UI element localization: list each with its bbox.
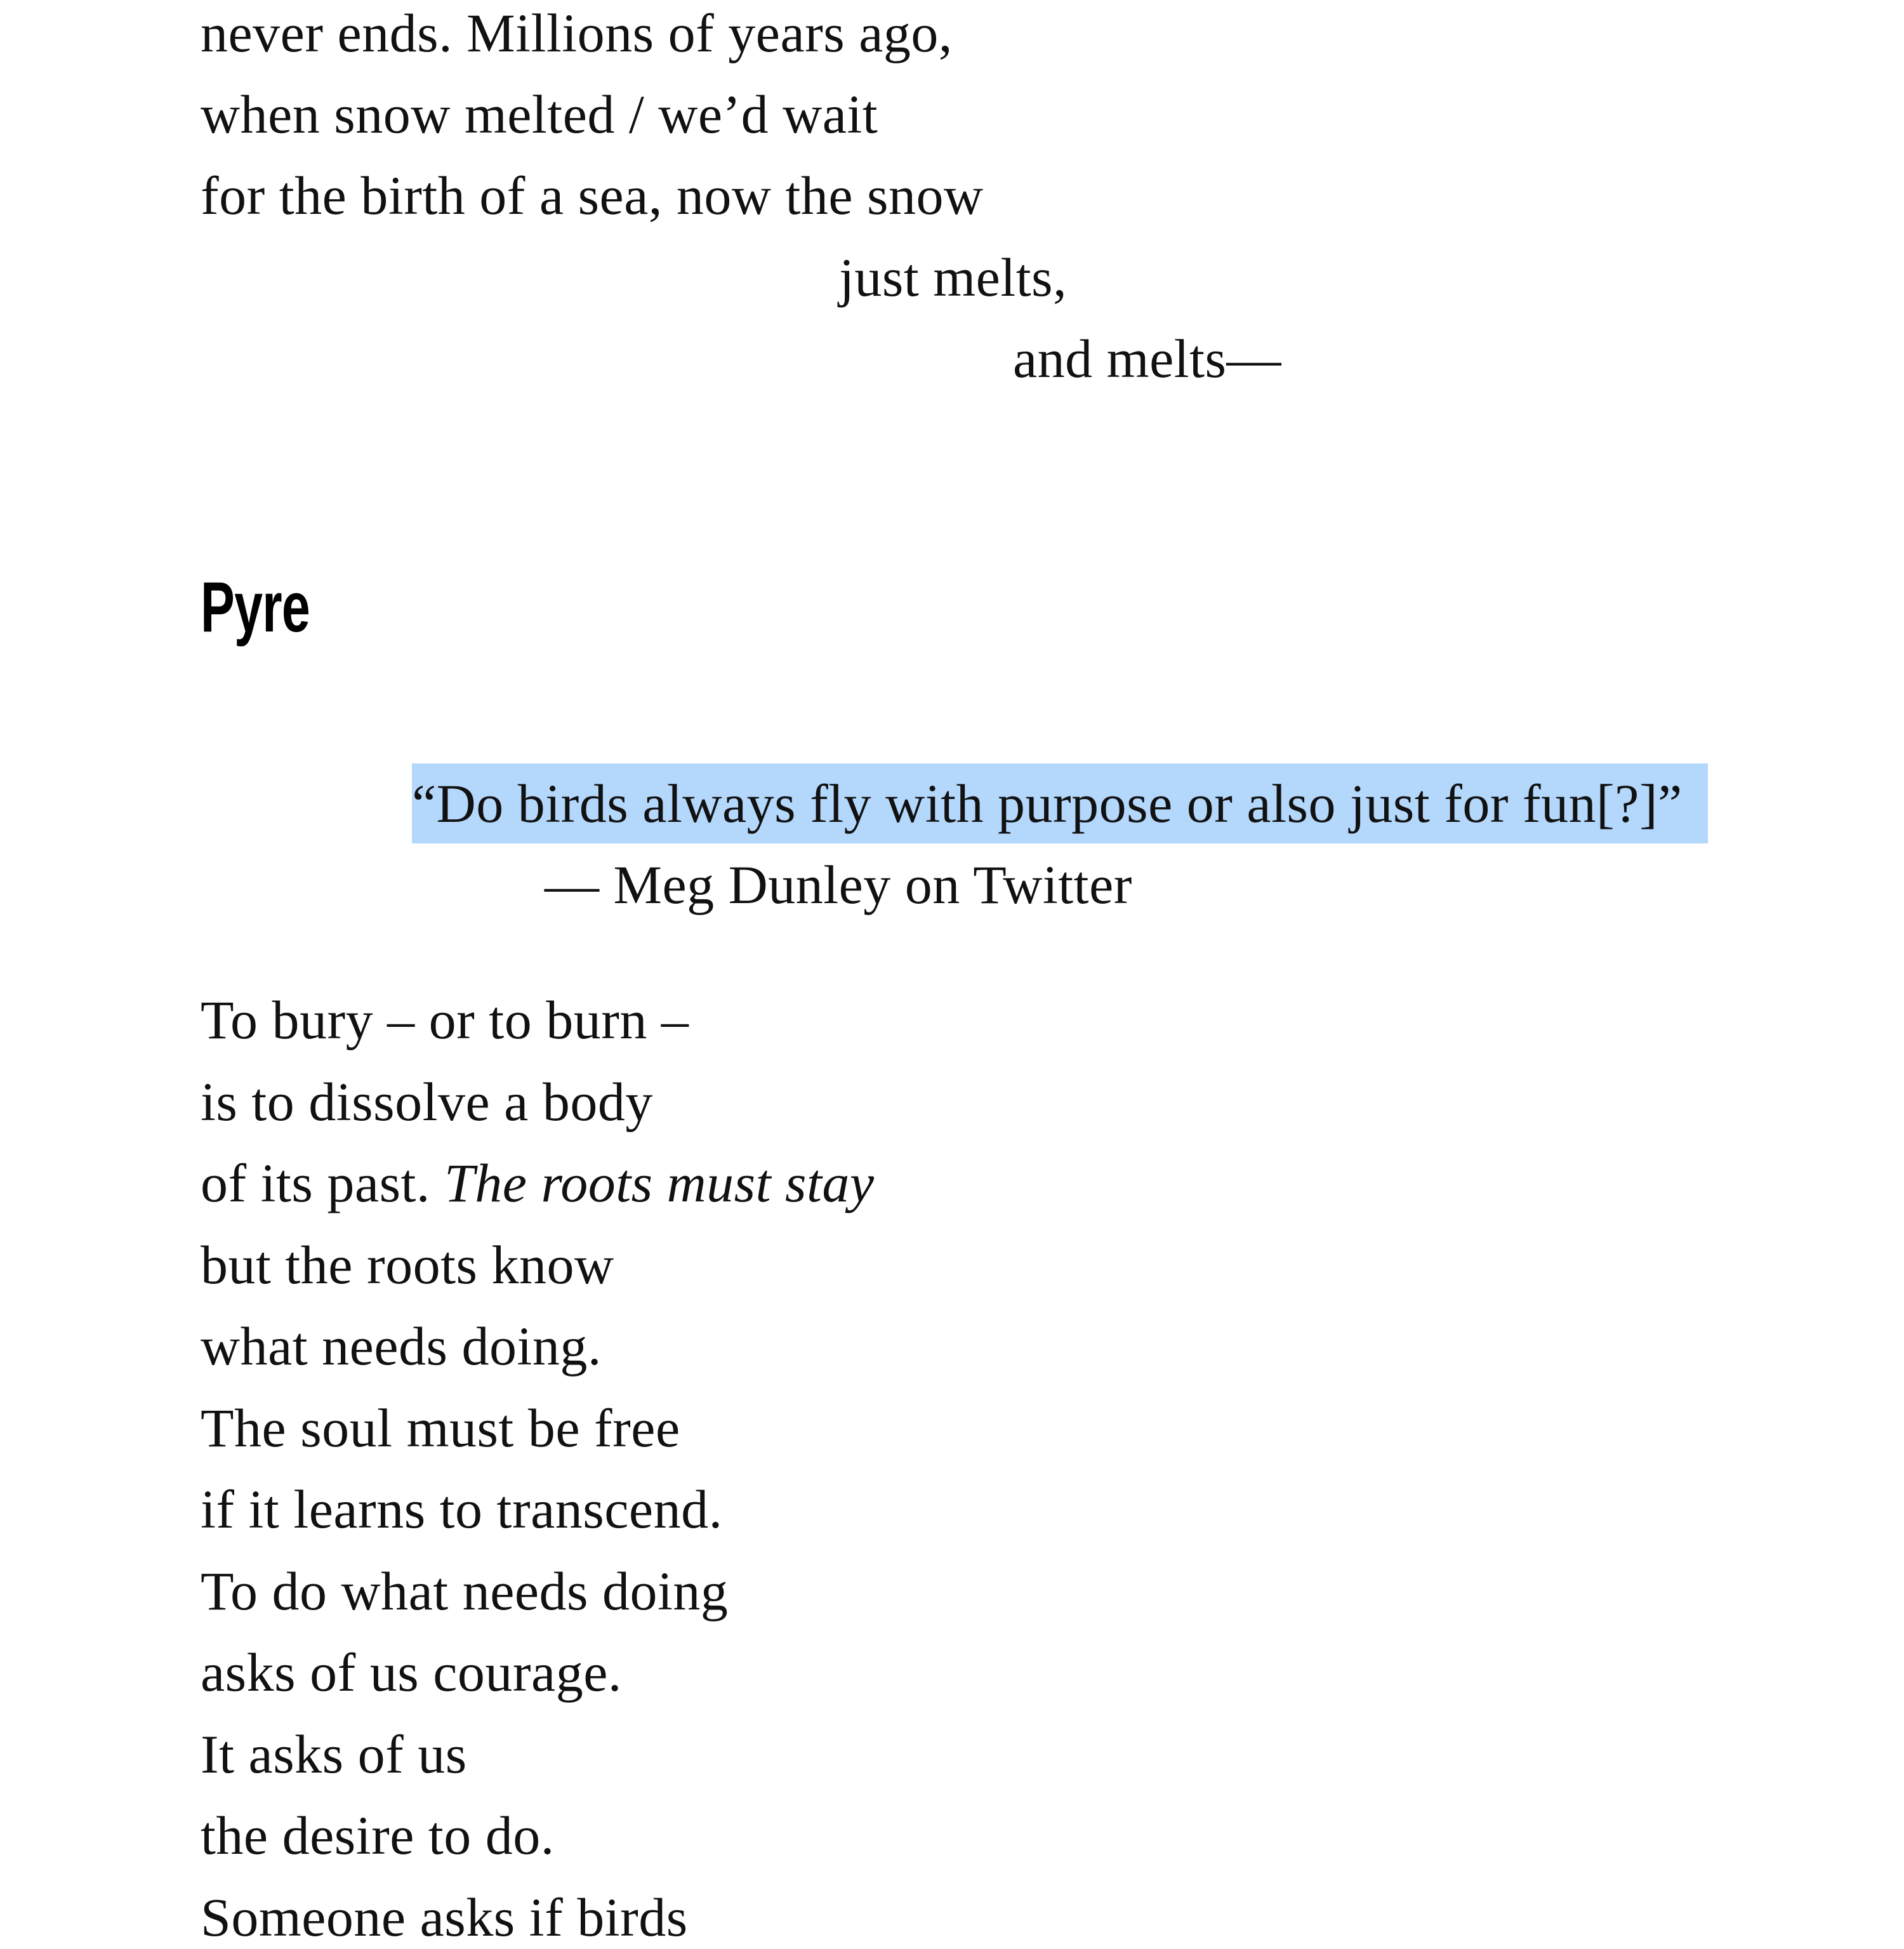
poem-line-plain: of its past. — [201, 1153, 444, 1213]
poem-line: but the roots know — [201, 1234, 614, 1295]
poem-line: the desire to do. — [201, 1805, 555, 1866]
poem-line-indented: and melts— — [1013, 328, 1281, 389]
poem-line: It asks of us — [201, 1724, 467, 1785]
poem-line-cut-off: Someone asks if birds — [201, 1887, 688, 1948]
poem-title: Pyre — [201, 567, 310, 647]
poem-line: what needs doing. — [201, 1316, 602, 1377]
poem-line: To bury – or to burn – — [201, 989, 689, 1050]
epigraph-attribution: — Meg Dunley on Twitter — [545, 854, 1132, 915]
poem-line: is to dissolve a body — [201, 1071, 653, 1132]
poem-line: for the birth of a sea, now the snow — [201, 165, 984, 226]
epigraph-quote[interactable]: “Do birds always fly with purpose or also just for fun[?]” — [412, 773, 1683, 834]
poem-line-italic: The roots must stay — [444, 1153, 875, 1213]
poem-line: The soul must be free — [201, 1397, 680, 1458]
poem-line — [201, 1151, 875, 1215]
poem-line-indented: just melts, — [839, 247, 1068, 308]
poem-line: To do what needs doing — [201, 1561, 729, 1622]
poem-line: when snow melted / we’d wait — [201, 84, 878, 145]
poem-line: asks of us courage. — [201, 1642, 622, 1703]
poem-line: never ends. Millions of years ago, — [201, 3, 953, 63]
poem-line: if it learns to transcend. — [201, 1479, 723, 1540]
